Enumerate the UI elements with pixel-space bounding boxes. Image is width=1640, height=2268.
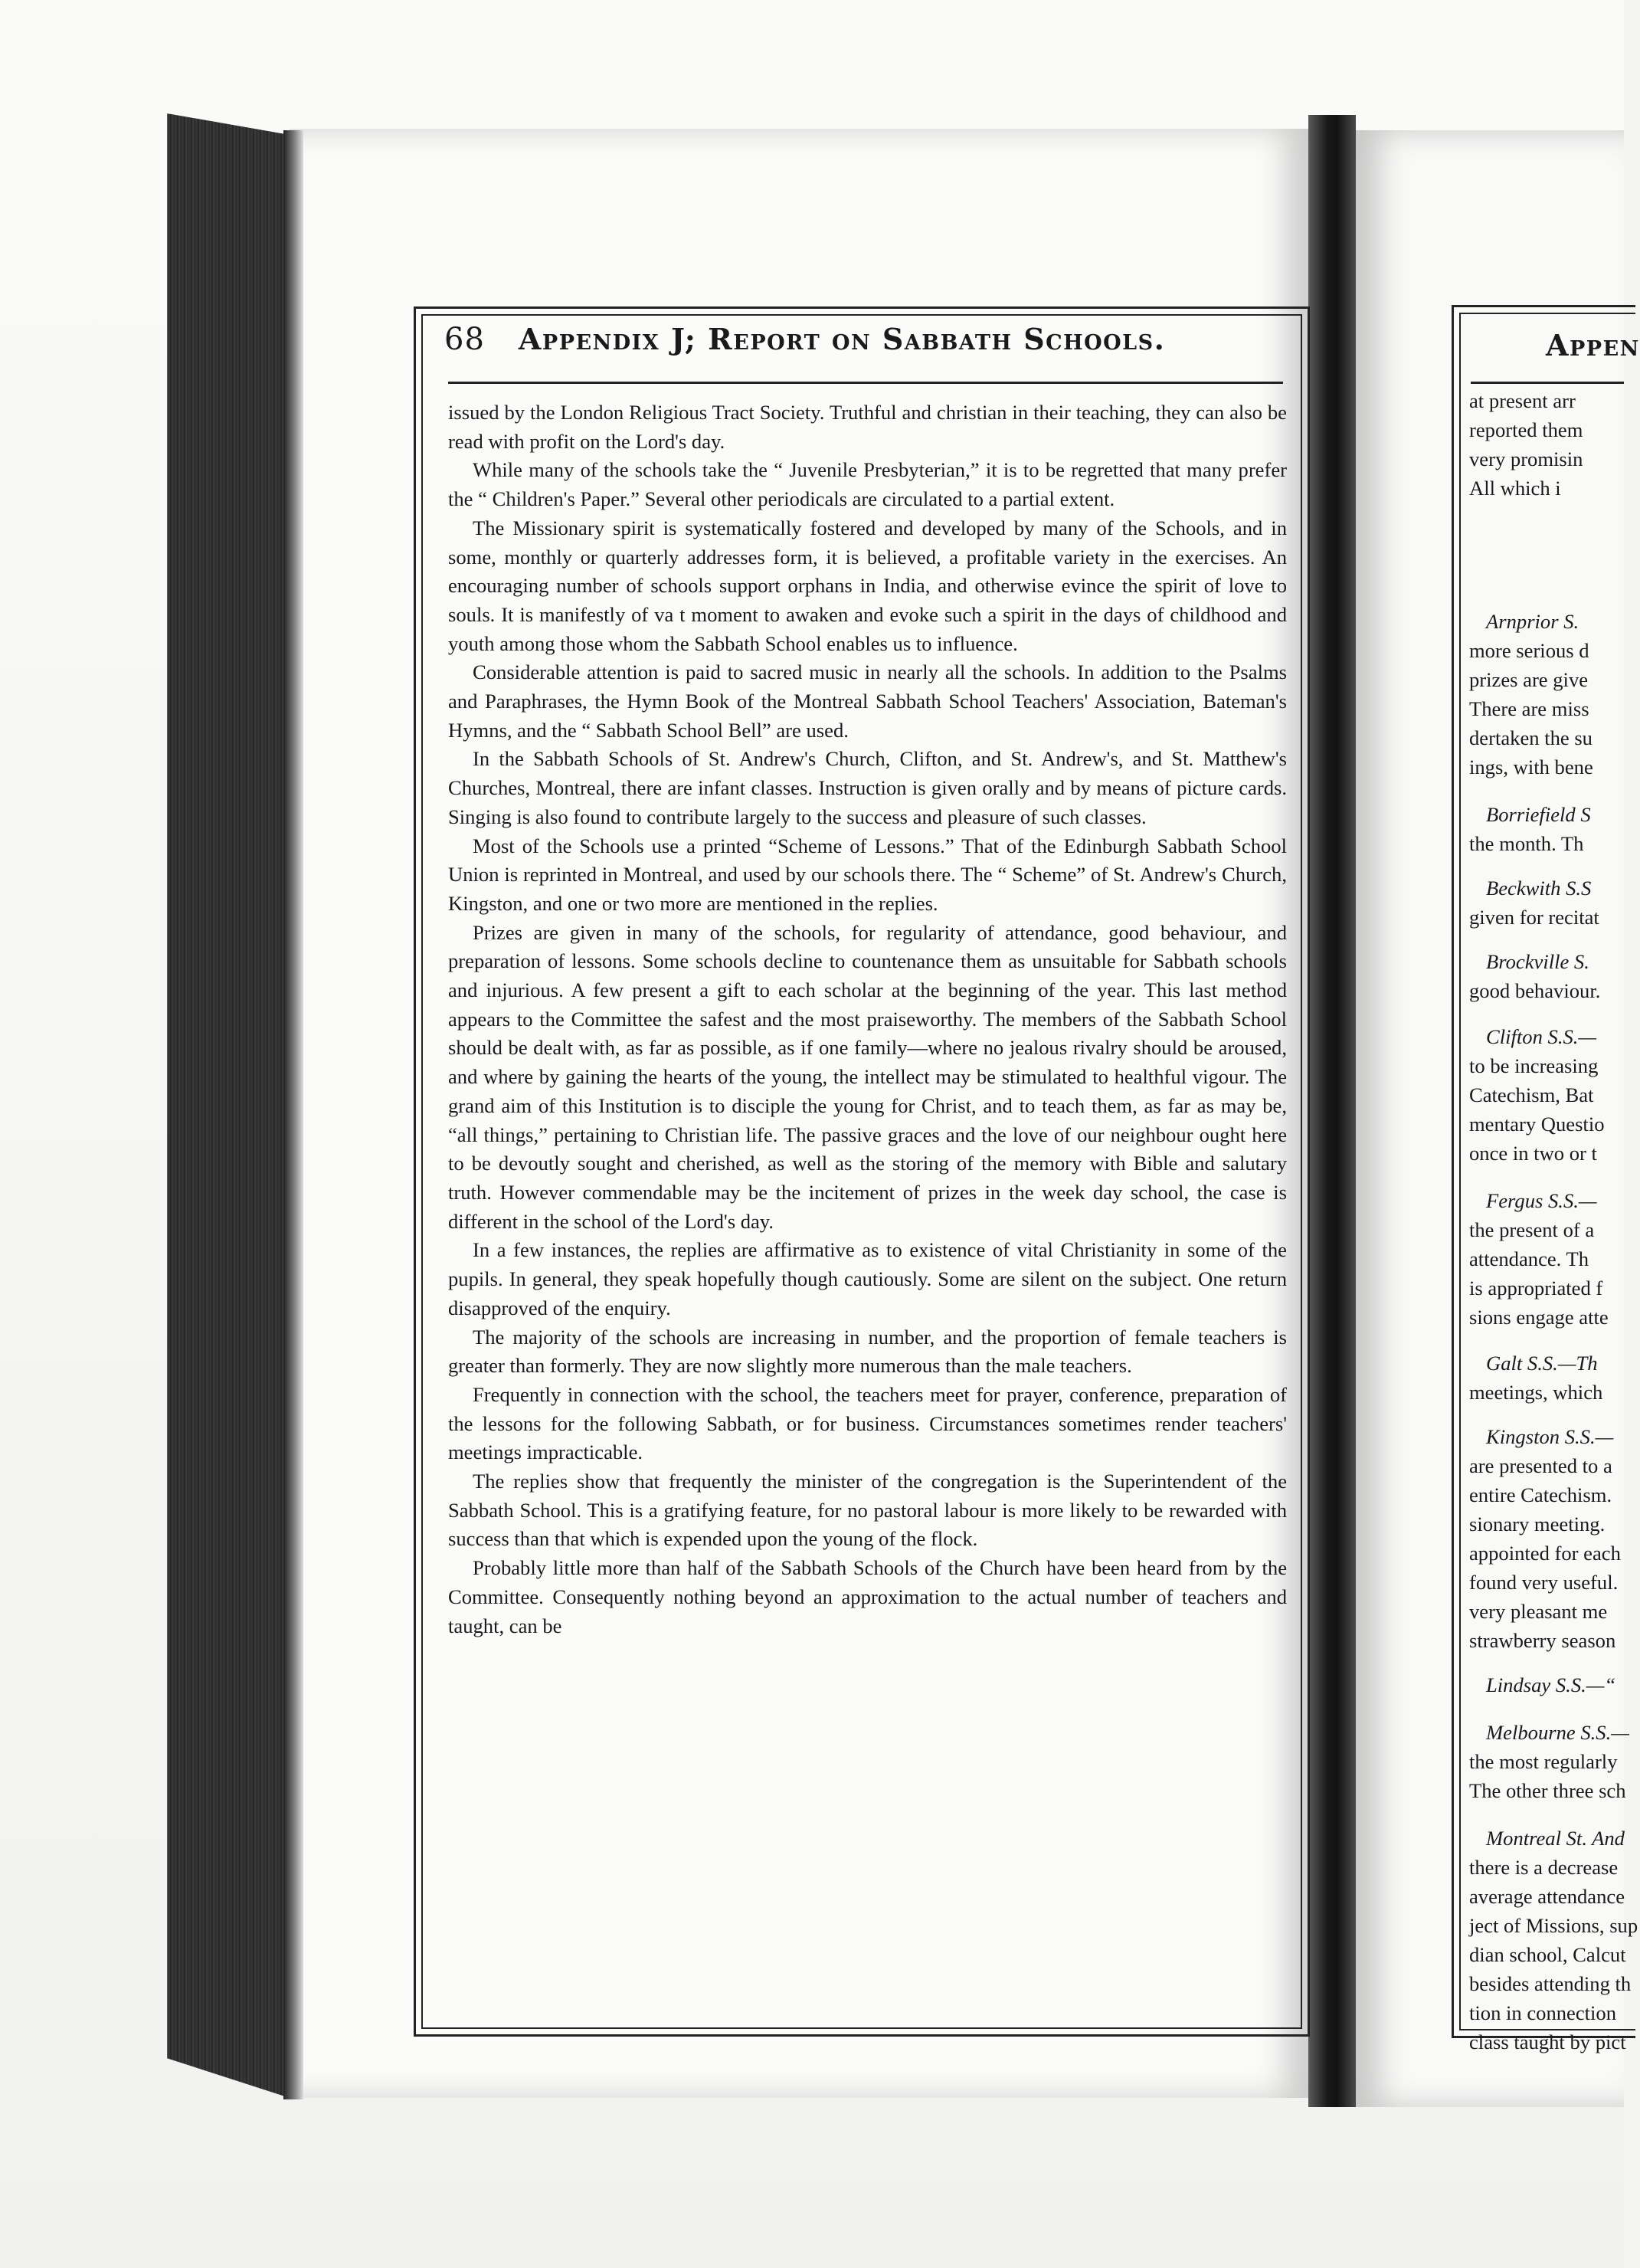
right-page-line: Borriefield S [1486, 803, 1591, 826]
right-page-line: the month. Th [1469, 832, 1584, 855]
right-page-line: sionary meeting. [1469, 1513, 1606, 1535]
right-page-line: Beckwith S.S [1486, 877, 1592, 900]
right-page-line: appointed for each [1469, 1542, 1621, 1565]
paragraph: Considerable attention is paid to sacred music in nearly all the schools. In addition to the Psalms and Paraphrases, the Hymn Book of the Montreal Sabbath School Teachers' Association, Bateman's Hymns, and the “ Sabbath School Bell” are used. [448, 660, 1287, 742]
right-page-line: entire Catechism. [1469, 1483, 1612, 1506]
right-page-line: given for recitat [1469, 906, 1599, 929]
paragraph: Probably little more than half of the Sabbath Schools of the Church have been heard from by the Committee. Consequently nothing beyond an approximation to the actual number of teachers and taught, can be [448, 1556, 1287, 1637]
right-page-line: meetings, which [1469, 1381, 1603, 1404]
paragraph: Most of the Schools use a printed “Scheme of Lessons.” That of the Edinburgh Sabbath School Union is reprinted in Montreal, and used by our schools there. The “ Scheme” of St. Andrew's Church, Kingston, and one or two more are mentioned in the replies. [448, 834, 1287, 915]
right-page-line: Montreal St. And [1486, 1827, 1625, 1850]
right-page-line: once in two or t [1469, 1142, 1597, 1165]
right-page-line: Brockville S. [1486, 950, 1589, 973]
right-page-line: ject of Missions, sup [1469, 1914, 1638, 1937]
right-page-line: Galt S.S.—Th [1486, 1352, 1598, 1375]
right-page-line: Fergus S.S.— [1486, 1189, 1597, 1212]
paragraph: Prizes are given in many of the schools, for regularity of attendance, good behaviour, and preparation of lessons. Some schools decline to countenance them as unsuitable for Sabbath schools and injurious. A few present a gift to each scholar at the beginning of the year. This last method appears to the Committee the safest and the most praiseworthy. The members of the Sabbath School should be dealt with, as far as possible, as if one family—where no jealous rivalry should be aroused, and where by gaining the hearts of the young, the intellect may be stimulated to healthful vigour. The grand aim of this Institution is to disciple the young for Christ, and to teach them, as far as may be, “all things,” pertaining to Christian life. The passive graces and the love of our neighbour ought here to be devoutly sought and cherished, as well as the storing of the memory with Bible and salutary truth. However commendable may be the incitement of prizes in the week day school, the case is different in the school of the Lord's day. [448, 920, 1287, 1233]
right-page-line: ings, with bene [1469, 755, 1593, 778]
right-page-line: reported them [1469, 418, 1583, 441]
paragraph: issued by the London Religious Tract Society. Truthful and christian in their teaching, they can also be read with profit on the Lord's day. [448, 401, 1287, 453]
body-text [448, 398, 1287, 1640]
right-page-line: at present arr [1469, 389, 1576, 412]
right-page-line: All which i [1469, 477, 1561, 500]
paragraph: The majority of the schools are increasing in number, and the proportion of female teachers is greater than formerly. They are now slightly more numerous than the male teachers. [448, 1325, 1287, 1378]
book-gutter [1308, 115, 1356, 2107]
right-page-line: The other three sch [1469, 1779, 1626, 1802]
book-page-edges [167, 113, 290, 2098]
right-page-line: class taught by pict [1469, 2030, 1626, 2053]
paragraph: The replies show that frequently the minister of the congregation is the Superintendent of the Sabbath School. This is a gratifying feature, for no pastoral labour is more likely to be rewarded with success than that which is expended upon the young of the flock. [448, 1470, 1287, 1551]
right-page-line: besides attending th [1469, 1972, 1632, 1995]
right-page-line: is appropriated f [1469, 1277, 1603, 1300]
paragraph: In the Sabbath Schools of St. Andrew's Church, Clifton, and St. Andrew's, and St. Matthew's Churches, Montreal, there are infant classes. Instruction is given orally and by means of picture cards. Singing is also found to contribute largely to the success and pleasure of such classes. [448, 747, 1287, 828]
right-header-rule [1471, 382, 1624, 384]
right-page-line: average attendance [1469, 1885, 1625, 1908]
right-page-line: dian school, Calcut [1469, 1943, 1626, 1966]
right-page-line: found very useful. [1469, 1571, 1619, 1594]
paragraph: The Missionary spirit is systematically fostered and developed by many of the Schools, and in some, monthly or quarterly addresses form, it is believed, a profitable variety in the exercises. An encouraging number of schools support orphans in India, and otherwise evince the spirit of love to souls. It is manifestly of va t moment to awaken and evoke such a spirit in the days of childhood and youth among those whom the Sabbath School enables us to influence. [448, 516, 1287, 655]
right-page-running-title: Appen [1546, 328, 1640, 362]
running-title: Appendix J; Report on Sabbath Schools. [518, 322, 1166, 356]
right-page-line: mentary Questio [1469, 1113, 1605, 1136]
right-page-text [1463, 387, 1638, 2053]
right-page-line: the present of a [1469, 1218, 1595, 1241]
right-page-line: tion in connection [1469, 2001, 1617, 2024]
right-page-line: there is a decrease [1469, 1856, 1619, 1879]
right-page-line: There are miss [1469, 697, 1589, 720]
right-page-line: very pleasant me [1469, 1600, 1608, 1623]
right-page-line: more serious d [1469, 639, 1589, 662]
right-page-line: very promisin [1469, 447, 1583, 470]
right-page-line: Kingston S.S.— [1486, 1425, 1614, 1448]
right-page-line: Lindsay S.S.—“ [1486, 1673, 1616, 1696]
right-page-line: the most regularly [1469, 1750, 1618, 1773]
page-number: 68 [444, 322, 485, 357]
paragraph: While many of the schools take the “ Juvenile Presbyterian,” it is to be regretted that many prefer the “ Children's Paper.” Several other periodicals are circulated to a partial extent. [448, 458, 1287, 511]
right-page-line: dertaken the su [1469, 726, 1593, 749]
paragraph: In a few instances, the replies are affirmative as to existence of vital Christianity in some of the pupils. In general, they speak hopefully though cautiously. Some are silent on the subject. One return disapproved of the enquiry. [448, 1238, 1287, 1319]
right-page-line: to be increasing [1469, 1054, 1599, 1077]
page-edge-shadow [283, 130, 303, 2099]
right-page-line: Melbourne S.S.— [1486, 1721, 1629, 1744]
right-page-line: strawberry season [1469, 1629, 1616, 1652]
right-page-line: sions engage atte [1469, 1306, 1609, 1329]
right-page-line: Arnprior S. [1486, 610, 1579, 633]
right-page-line: Clifton S.S.— [1486, 1025, 1597, 1048]
right-page-line: Catechism, Bat [1469, 1083, 1594, 1106]
paragraph: Frequently in connection with the school, the teachers meet for prayer, conference, preparation of the lessons for the following Sabbath, or for business. Circumstances sometimes render teachers' meetings impracticable. [448, 1382, 1287, 1464]
left-page-header [444, 322, 1287, 375]
header-rule [448, 382, 1283, 384]
right-page-line: good behaviour. [1469, 979, 1601, 1002]
right-page-line: attendance. Th [1469, 1247, 1589, 1270]
right-page-line: prizes are give [1469, 668, 1589, 691]
right-page-line: are presented to a [1469, 1454, 1612, 1477]
